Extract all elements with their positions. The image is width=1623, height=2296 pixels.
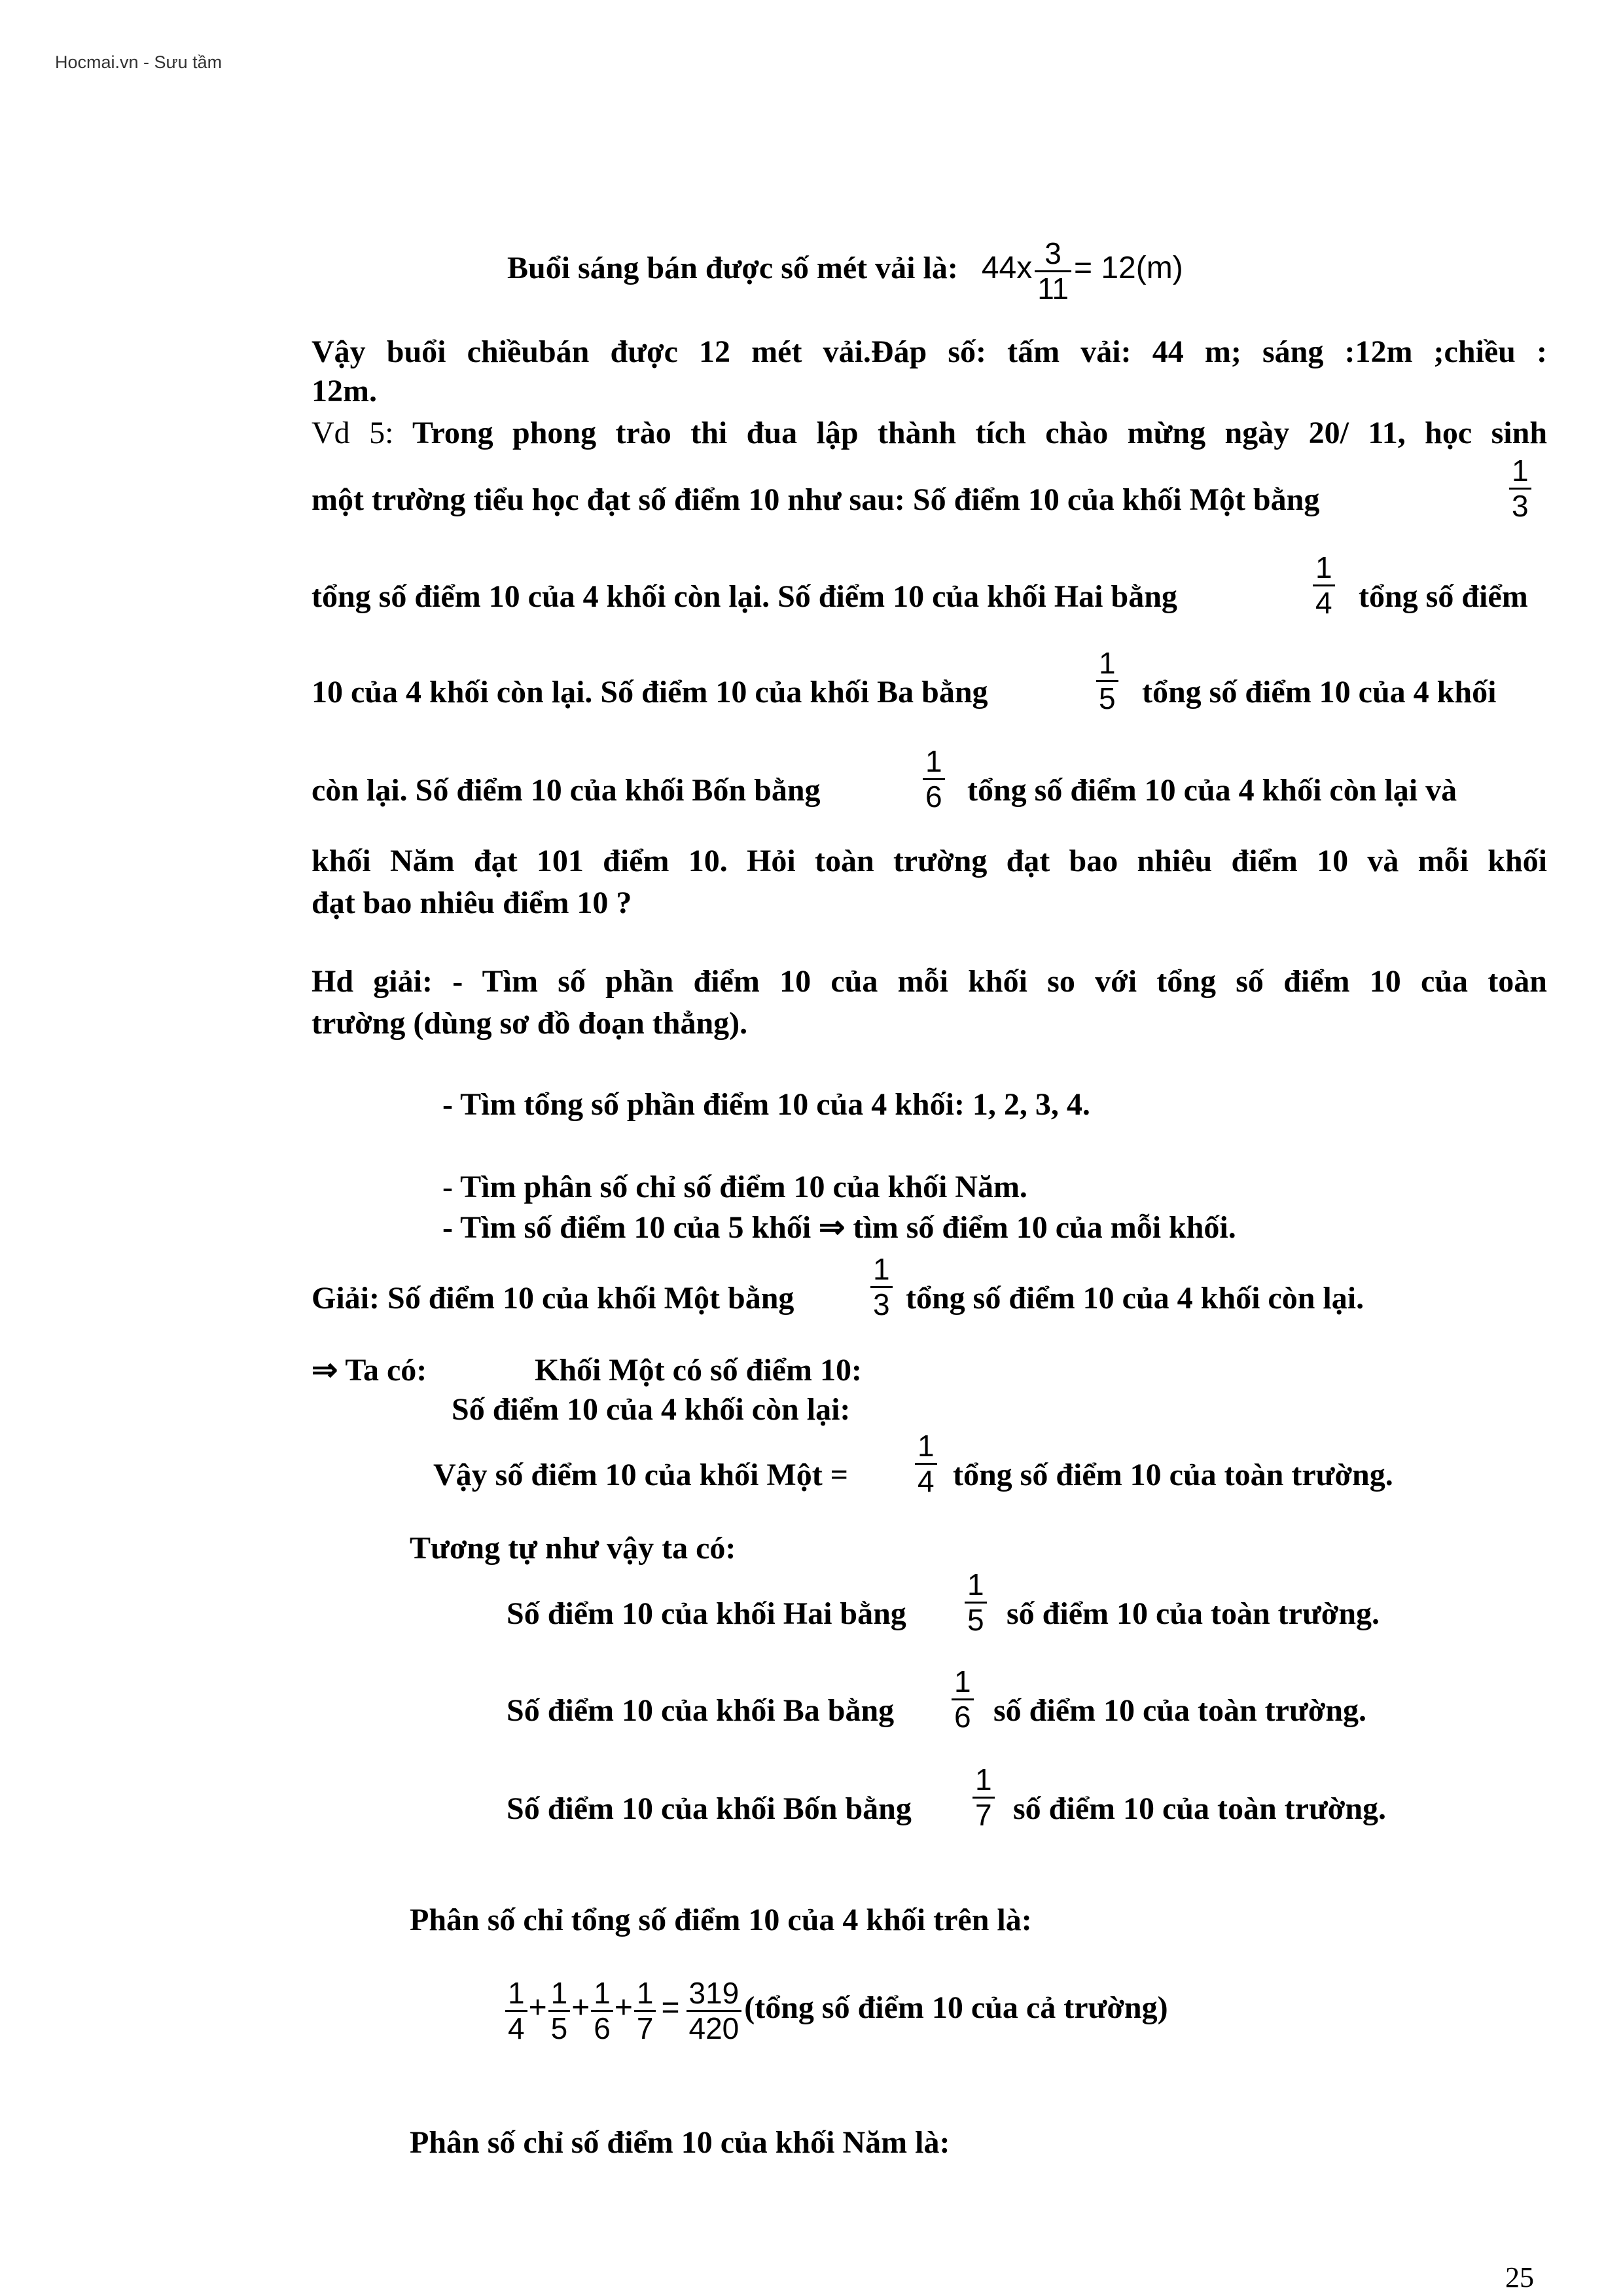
frac-den: 420	[688, 2011, 740, 2045]
line-sang-ban	[507, 237, 1183, 305]
line-vay-buoi-chieu: Vậy buổi chiềubán được 12 mét vải.Đáp số: tấm vải: 44 m; sáng :12m ;chiều :	[312, 334, 1547, 369]
phan-so-4-khoi: Phân số chỉ tổng số điểm 10 của 4 khối trên là:	[410, 1903, 1032, 1937]
vd5-line-1-text: Trong phong trào thi đua lập thành tích chào mừng ngày 20/ 11, học sinh	[412, 416, 1548, 450]
hd-bullet-1: - Tìm tổng số phần điểm 10 của 4 khối: 1, 2, 3, 4.	[442, 1087, 1090, 1122]
formula-result: = 12(m)	[1073, 251, 1183, 286]
frac-den: 6	[954, 1699, 971, 1734]
fraction-1-4-a	[1313, 551, 1335, 619]
vd5-line-4b: tổng số điểm 10 của 4 khối	[1142, 675, 1497, 709]
frac-num: 1	[591, 1977, 613, 2012]
frac-num: 3	[1035, 237, 1071, 272]
fraction-1-7	[972, 1763, 995, 1831]
sum-equation	[504, 1977, 1168, 2045]
fraction-1-6-b	[952, 1665, 974, 1733]
frac-num: 319	[687, 1977, 742, 2012]
page-header-source: Hocmai.vn - Sưu tầm	[55, 52, 223, 72]
fraction-3-11	[1035, 237, 1071, 305]
khoi-bon-a: Số điểm 10 của khối Bốn bằng	[507, 1791, 912, 1826]
giai-line-1b: tổng số điểm 10 của 4 khối còn lại.	[906, 1281, 1364, 1316]
khoi-bon-b: số điểm 10 của toàn trường.	[1013, 1791, 1387, 1826]
frac-den: 7	[975, 1797, 992, 1832]
frac-num: 1	[1096, 647, 1118, 682]
frac-den: 11	[1037, 271, 1069, 306]
frac-den: 3	[873, 1287, 890, 1321]
frac-num: 1	[505, 1977, 527, 2012]
frac-den: 6	[925, 779, 942, 814]
sum-note: (tổng số điểm 10 của cả trường)	[744, 1990, 1168, 2026]
khoi-hai-b: số điểm 10 của toàn trường.	[1007, 1596, 1380, 1631]
frac-den: 5	[1099, 681, 1116, 715]
ta-co: ⇒ Ta có:	[312, 1353, 427, 1388]
vd5-line-3b: tổng số điểm	[1359, 579, 1528, 614]
plus-sign: +	[614, 1990, 633, 2026]
khoi-ba-a: Số điểm 10 của khối Ba bằng	[507, 1693, 895, 1728]
hd-bullet-3: - Tìm số điểm 10 của 5 khối ⇒ tìm số điểm 10 của mỗi khối.	[442, 1210, 1236, 1245]
frac-den: 7	[636, 2011, 654, 2045]
plus-sign: +	[571, 1990, 590, 2026]
fraction-319-420	[687, 1977, 742, 2045]
frac-den: 3	[1512, 488, 1529, 523]
frac-num: 1	[965, 1568, 987, 1604]
frac-num: 1	[1313, 551, 1335, 586]
phan-so-khoi-nam: Phân số chỉ số điểm 10 của khối Năm là:	[410, 2125, 950, 2160]
khoi-mot-so-diem: Khối Một có số điểm 10:	[535, 1353, 862, 1388]
khoi-ba-b: số điểm 10 của toàn trường.	[993, 1693, 1367, 1728]
giai-line-1a: Giải: Số điểm 10 của khối Một bằng	[312, 1281, 794, 1316]
frac-num: 1	[548, 1977, 571, 2012]
frac-num: 1	[634, 1977, 656, 2012]
fraction-1-4-c	[505, 1977, 527, 2045]
vd5-line-1	[312, 414, 1547, 453]
vay-khoi-mot-a: Vậy số điểm 10 của khối Một =	[433, 1458, 849, 1492]
hd-line-2: trường (dùng sơ đồ đoạn thẳng).	[312, 1006, 748, 1041]
page-number: 25	[1505, 2261, 1534, 2293]
frac-num: 1	[1509, 454, 1531, 490]
frac-den: 4	[508, 2011, 525, 2045]
vd5-line-3a: tổng số điểm 10 của 4 khối còn lại. Số điểm 10 của khối Hai bằng	[312, 579, 1177, 614]
frac-den: 5	[550, 2011, 568, 2045]
vd5-line-6: khối Năm đạt 101 điểm 10. Hỏi toàn trường đạt bao nhiêu điểm 10 và mỗi khối	[312, 844, 1547, 878]
fraction-1-3-a	[1509, 454, 1531, 522]
vd5-line-5b: tổng số điểm 10 của 4 khối còn lại và	[967, 773, 1457, 808]
fraction-1-4-b	[915, 1429, 937, 1498]
frac-num: 1	[952, 1665, 974, 1700]
plus-sign: +	[528, 1990, 547, 2026]
frac-num: 1	[915, 1429, 937, 1465]
vay-khoi-mot-b: tổng số điểm 10 của toàn trường.	[953, 1458, 1393, 1492]
khoi-hai-a: Số điểm 10 của khối Hai bằng	[507, 1596, 906, 1631]
fraction-1-7-c	[634, 1977, 656, 2045]
vd5-label: Vd 5:	[312, 416, 394, 450]
frac-num: 1	[972, 1763, 995, 1799]
frac-den: 5	[967, 1602, 984, 1637]
vd5-line-5a: còn lại. Số điểm 10 của khối Bốn bằng	[312, 773, 821, 808]
frac-den: 4	[1315, 585, 1332, 620]
frac-den: 6	[594, 2011, 611, 2045]
fraction-1-5-a	[1096, 647, 1118, 715]
vd5-line-7: đạt bao nhiêu điểm 10 ?	[312, 886, 632, 920]
vd5-line-2: một trường tiểu học đạt số điểm 10 như sau: Số điểm 10 của khối Một bằng	[312, 482, 1320, 517]
so-diem-4-khoi-con-lai: Số điểm 10 của 4 khối còn lại:	[452, 1392, 851, 1427]
line-12m: 12m.	[312, 374, 377, 408]
line-sang-text: Buổi sáng bán được số mét vải là:	[507, 251, 958, 286]
fraction-1-3-b	[870, 1253, 893, 1321]
formula-44x: 44x	[981, 251, 1033, 286]
tuong-tu: Tương tự như vậy ta có:	[410, 1531, 736, 1566]
equals-sign: =	[661, 1990, 680, 2026]
hd-line-1: Hd giải: - Tìm số phần điểm 10 của mỗi khối so với tổng số điểm 10 của toàn	[312, 964, 1547, 999]
fraction-1-6-c	[591, 1977, 613, 2045]
fraction-1-5-c	[548, 1977, 571, 2045]
hd-bullet-2: - Tìm phân số chỉ số điểm 10 của khối Năm.	[442, 1170, 1027, 1204]
vd5-line-4a: 10 của 4 khối còn lại. Số điểm 10 của khối Ba bằng	[312, 675, 988, 709]
frac-num: 1	[870, 1253, 893, 1288]
frac-den: 4	[918, 1463, 935, 1498]
frac-num: 1	[923, 745, 945, 780]
fraction-1-5-b	[965, 1568, 987, 1636]
fraction-1-6-a	[923, 745, 945, 813]
